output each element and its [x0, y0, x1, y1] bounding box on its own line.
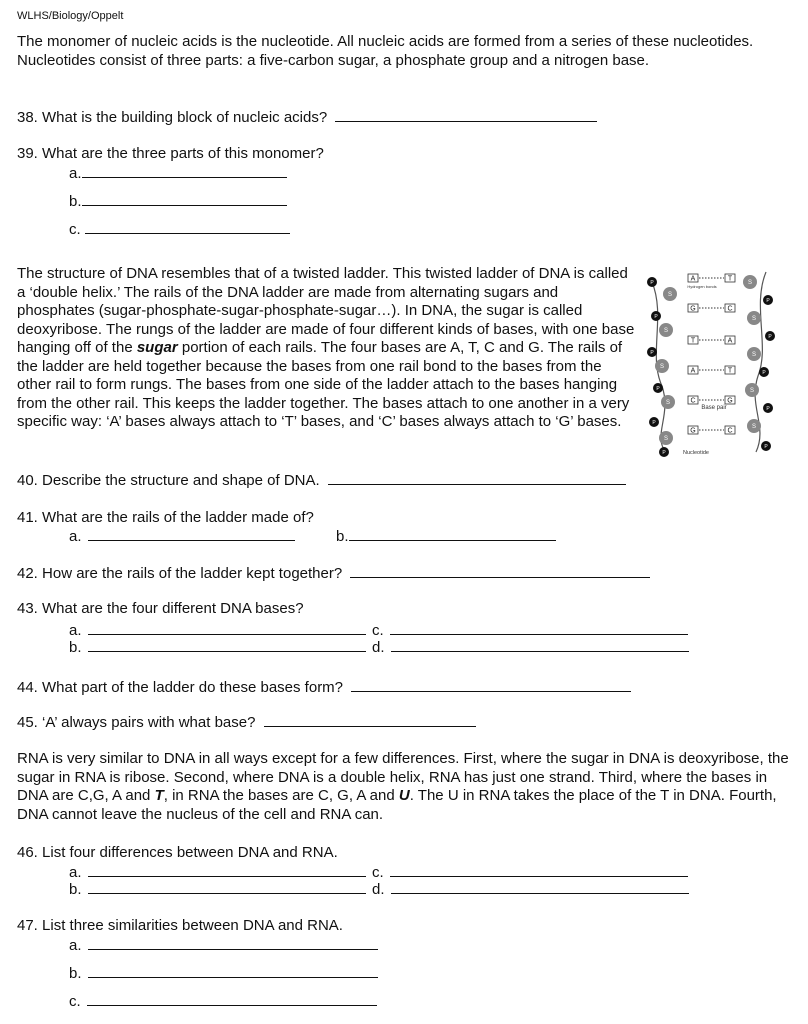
base-pair-label: Base pair: [701, 405, 727, 411]
sugar-label: S: [667, 292, 673, 298]
question-38-text: 38. What is the building block of nucleic acids?: [17, 109, 328, 126]
answer-41b-blank[interactable]: [349, 526, 556, 541]
sugar-label: S: [663, 436, 669, 442]
phosphate-label: P: [768, 334, 772, 340]
answer-46b-blank[interactable]: [88, 879, 366, 894]
answer-47c-blank[interactable]: [87, 991, 377, 1006]
question-45: [17, 712, 476, 731]
answer-47b-blank[interactable]: [88, 963, 378, 978]
sugar-label: S: [751, 316, 757, 322]
rna-para-part3: . The U in RNA takes the place of the T in DNA. Fourth, DNA cannot leave the nucleus of the cell and RNA can.: [17, 787, 777, 823]
base-letter: T: [690, 337, 696, 345]
phosphate-label: P: [656, 386, 660, 392]
question-42-text: 42. How are the rails of the ladder kept together?: [17, 565, 343, 582]
label-a: a.: [69, 622, 82, 639]
phosphate-label: P: [766, 406, 770, 412]
base-letter: A: [727, 337, 733, 345]
question-39: [17, 145, 324, 162]
question-47-text: 47. List three similarities between DNA and RNA.: [17, 917, 343, 934]
label-c: c.: [69, 221, 81, 238]
hydrogen-bonds-label: Hydrogen bonds: [687, 284, 717, 289]
base-letter: C: [727, 427, 733, 435]
question-46: [17, 844, 338, 861]
answer-47a: [69, 935, 378, 954]
label-b: b.: [336, 528, 349, 545]
nucleotide-label: Nucleotide: [683, 450, 709, 456]
sugar-label: S: [751, 352, 757, 358]
base-pair-rung: [688, 426, 735, 435]
label-d: d.: [372, 639, 385, 656]
answer-39c-blank[interactable]: [85, 219, 290, 234]
answer-43b-blank[interactable]: [88, 637, 366, 652]
dna-para-emphasis: sugar: [136, 339, 178, 356]
answer-43d: [372, 637, 689, 656]
answer-40-blank[interactable]: [328, 470, 626, 485]
base-letter: G: [690, 427, 696, 435]
answer-39b: [69, 191, 287, 210]
label-b: b.: [69, 881, 82, 898]
rna-para-emphasis-t: T: [154, 787, 164, 804]
course-header: WLHS/Biology/Oppelt: [17, 10, 124, 22]
answer-41a-blank[interactable]: [88, 526, 295, 541]
dna-structure-paragraph: [17, 265, 635, 432]
question-43: [17, 600, 304, 617]
intro-paragraph: The monomer of nucleic acids is the nucleotide. All nucleic acids are formed from a series of these nucleotides. Nucleotides consist of three parts: a five-carbon sugar, a phosphate group and a nitrogen base.: [17, 33, 754, 69]
answer-39a: [69, 163, 287, 182]
answer-43c-blank[interactable]: [390, 620, 688, 635]
label-a: a.: [69, 528, 82, 545]
question-47: [17, 917, 343, 934]
base-letter: T: [727, 275, 733, 283]
rna-paragraph: [17, 750, 795, 824]
sugar-label: S: [751, 424, 757, 430]
phosphate-label: P: [650, 350, 654, 356]
question-39-text: 39. What are the three parts of this monomer?: [17, 145, 324, 162]
answer-45-blank[interactable]: [264, 712, 476, 727]
answer-43a-blank[interactable]: [88, 620, 366, 635]
base-letter: A: [690, 367, 696, 375]
base-letter: A: [690, 275, 696, 283]
question-45-text: 45. ‘A’ always pairs with what base?: [17, 714, 256, 731]
label-a: a.: [69, 165, 82, 182]
answer-43b: [69, 637, 366, 656]
label-d: d.: [372, 881, 385, 898]
answer-38-blank[interactable]: [335, 107, 597, 122]
answer-39a-blank[interactable]: [82, 163, 287, 178]
base-letter: C: [727, 305, 733, 313]
answer-46a-blank[interactable]: [88, 862, 366, 877]
base-pair-rung: [688, 336, 735, 345]
answer-47b: [69, 963, 378, 982]
question-42: [17, 563, 650, 582]
base-pair-rung: [688, 274, 735, 283]
sugar-label: S: [665, 400, 671, 406]
phosphate-label: P: [764, 444, 768, 450]
rna-para-emphasis-u: U: [398, 787, 410, 804]
base-pair-rung: [688, 304, 735, 313]
question-43-text: 43. What are the four different DNA bases?: [17, 600, 304, 617]
dna-para-part1: The structure of DNA resembles that of a twisted ladder. This twisted ladder of DNA is called a ‘double helix.’ The rails of the DNA ladder are made from alternating sugars and phosphates (sugar-phosphate-sugar-phosphate-sugar…). In DNA, the sugar is called deoxyribose. The rungs of the ladder are made of four different kinds of bases, with one base hanging off of the: [17, 265, 635, 356]
label-c: c.: [372, 622, 384, 639]
question-46-text: 46. List four differences between DNA and RNA.: [17, 844, 338, 861]
answer-44-blank[interactable]: [351, 677, 631, 692]
phosphate-label: P: [650, 280, 654, 286]
answer-47c: [69, 991, 377, 1010]
rna-para-part1: RNA is very similar to DNA in all ways except for a few differences. First, where the sugar in DNA is deoxyribose, the sugar in RNA is ribose. Second, where DNA is a double helix, RNA has just one strand. Third, where the bases in DNA are C,G, A and: [17, 750, 789, 804]
phosphate-label: P: [662, 450, 666, 456]
sugar-label: S: [663, 328, 669, 334]
question-44-text: 44. What part of the ladder do these bases form?: [17, 679, 344, 696]
sugar-label: S: [749, 388, 755, 394]
label-b: b.: [69, 193, 82, 210]
phosphate-label: P: [654, 314, 658, 320]
question-41-text: 41. What are the rails of the ladder made of?: [17, 509, 314, 526]
label-c: c.: [372, 864, 384, 881]
answer-46b: [69, 879, 366, 898]
answer-39c: [69, 219, 290, 238]
answer-43d-blank[interactable]: [391, 637, 689, 652]
rna-para-part2: , in RNA the bases are C, G, A and: [163, 787, 399, 804]
label-b: b.: [69, 639, 82, 656]
phosphate-label: P: [762, 370, 766, 376]
base-pair-rung: [688, 396, 735, 405]
phosphate-label: P: [652, 420, 656, 426]
label-a: a.: [69, 864, 82, 881]
answer-46c-blank[interactable]: [390, 862, 688, 877]
answer-41a: [69, 526, 295, 545]
question-41: [17, 509, 314, 526]
sugar-label: S: [747, 280, 753, 286]
label-a: a.: [69, 937, 82, 954]
question-44: [17, 677, 631, 696]
sugar-label: S: [659, 364, 665, 370]
base-letter: G: [727, 397, 733, 405]
dna-ladder-diagram: [644, 266, 776, 458]
answer-46d-blank[interactable]: [391, 879, 689, 894]
answer-47a-blank[interactable]: [88, 935, 378, 950]
answer-42-blank[interactable]: [350, 563, 650, 578]
answer-41b: [336, 526, 556, 545]
answer-39b-blank[interactable]: [82, 191, 287, 206]
base-letter: T: [727, 367, 733, 375]
dna-para-part2: portion of each rails. The four bases are A, T, C and G. The rails of the ladder are held together because the bases from one rail bond to the bases from the other rail to form rungs. The bases from one side of the ladder attach to the bases hanging from the other rail. This keeps the ladder together. The bases attach to one another in a very specific way: ‘A’ bases always attach to ‘T’ bases, and ‘C’ bases always attach to ‘G’ bases.: [17, 339, 630, 430]
phosphate-label: P: [766, 298, 770, 304]
question-40-text: 40. Describe the structure and shape of DNA.: [17, 472, 320, 489]
question-38: [17, 107, 597, 126]
label-b: b.: [69, 965, 82, 982]
base-pair-rung: [688, 366, 735, 375]
answer-46d: [372, 879, 689, 898]
question-40: [17, 470, 626, 489]
base-letter: G: [690, 305, 696, 313]
base-letter: C: [690, 397, 696, 405]
label-c: c.: [69, 993, 81, 1010]
